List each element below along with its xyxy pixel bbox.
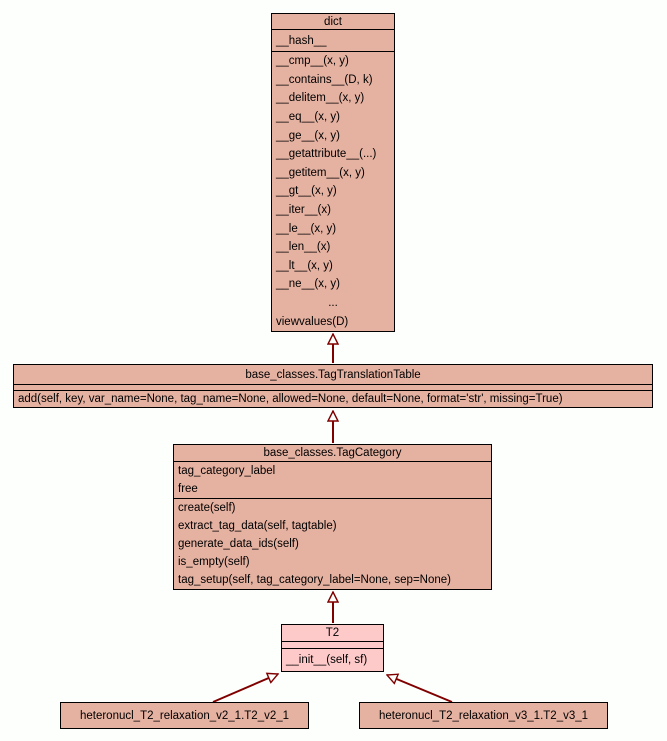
class-node-tagcategory [173,444,492,590]
class-methods [174,498,491,589]
method-row: __init__(self, sf) [286,654,368,666]
class-title: dict [324,15,342,28]
edge-t2v21-to-t2 [213,674,278,702]
method-row: __ge__(x, y) [276,129,340,142]
method-row: viewvalues(D) [276,315,349,328]
method-row: tag_setup(self, tag_category_label=None, sep=None) [178,574,451,586]
class-attributes [282,641,383,648]
method-row: __getitem__(x, y) [276,166,365,179]
attribute-row: __hash__ [276,34,327,47]
method-row: __getattribute__(...) [276,148,377,161]
method-row: is_empty(self) [178,556,250,568]
method-row: __ne__(x, y) [276,278,340,291]
method-row: __iter__(x) [276,204,331,217]
class-attributes [174,461,491,498]
class-node-t2 [281,624,384,672]
attribute-row: tag_category_label [178,465,276,477]
method-row: generate_data_ids(self) [178,538,299,550]
class-title: heteronucl_T2_relaxation_v3_1.T2_v3_1 [378,709,589,722]
method-row: ... [328,297,338,310]
method-row: __gt__(x, y) [276,185,337,198]
method-row: __eq__(x, y) [276,111,340,124]
class-node-t2-v2-1 [60,702,309,729]
method-row: add(self, key, var_name=None, tag_name=None, allowed=None, default=None, format='str', missing=True) [18,393,563,405]
class-title: base_classes.TagCategory [263,447,402,459]
class-node-dict [271,13,395,332]
class-title: base_classes.TagTranslationTable [245,368,421,381]
class-methods [14,390,652,407]
class-node-t2-v3-1 [359,702,608,729]
class-methods [272,51,394,331]
edge-t2v31-to-t2 [387,675,452,702]
class-node-tagtranslationtable [13,364,653,408]
method-row: extract_tag_data(self, tagtable) [178,520,337,532]
method-row: __len__(x) [276,241,331,254]
method-row: __delitem__(x, y) [276,92,365,105]
method-row: __cmp__(x, y) [276,55,349,68]
attribute-row: free [178,483,198,495]
method-row: create(self) [178,502,236,514]
class-attributes [272,29,394,51]
class-title: T2 [325,627,340,639]
method-row: __le__(x, y) [276,222,337,235]
method-row: __contains__(D, k) [276,73,373,86]
method-row: __lt__(x, y) [276,259,333,272]
class-methods [282,648,383,671]
class-title: heteronucl_T2_relaxation_v2_1.T2_v2_1 [79,709,290,722]
